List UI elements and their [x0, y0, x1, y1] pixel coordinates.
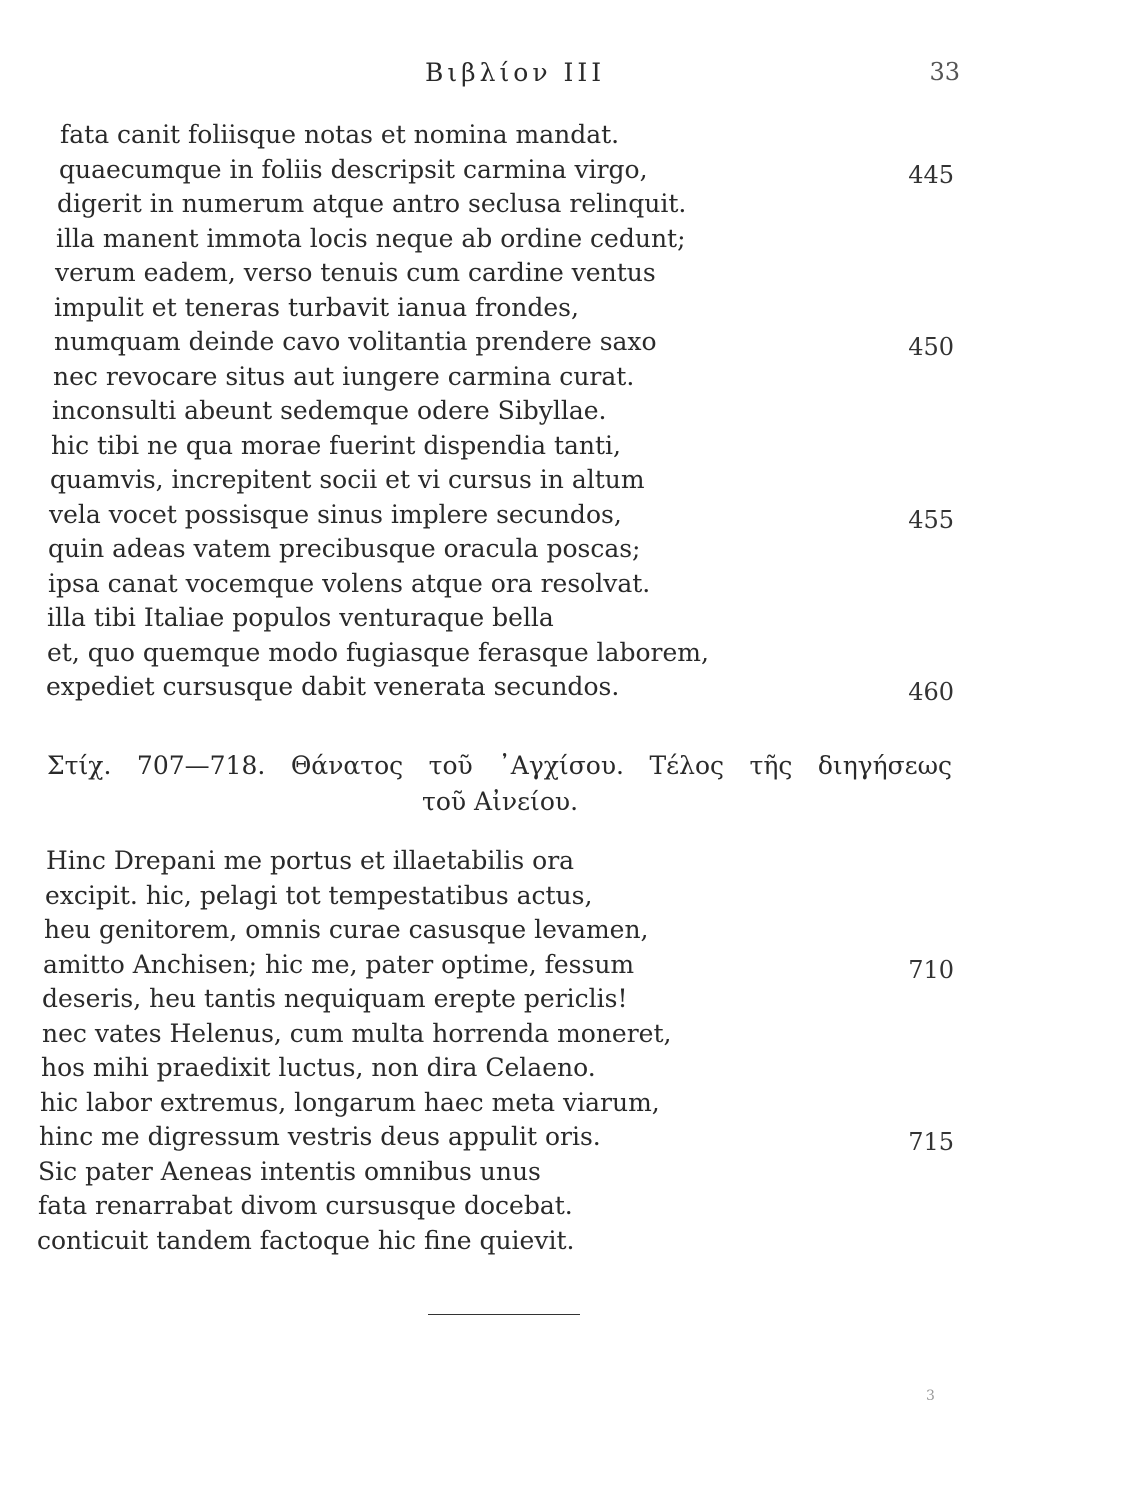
line-number: 710: [908, 955, 954, 984]
verse-line: [0, 1017, 1122, 1052]
verse-text: nec vates Helenus, cum multa horrenda moneret,: [42, 1018, 672, 1048]
section-heading-line-2: τοῦ Αἰνείου.: [421, 787, 579, 816]
verse-line: [0, 913, 1122, 948]
verse-line: [0, 1051, 1122, 1086]
verse-text: hinc me digressum vestris deus appulit oris.: [39, 1122, 601, 1151]
line-number: 455: [908, 505, 954, 534]
verse-line: [0, 394, 1122, 429]
verse-block-book-iii-443-460: [0, 118, 1122, 705]
verse-text: illa tibi Italiae populos venturaque bella: [47, 603, 554, 632]
line-number: 450: [908, 333, 954, 361]
verse-text: deseris, heu tantis nequiquam erepte periclis!: [42, 984, 628, 1013]
verse-text: inconsulti abeunt sedemque odere Sibyllae.: [52, 396, 607, 425]
verse-line: [0, 567, 1122, 602]
verse-line: [0, 1189, 1122, 1224]
verse-line: [0, 222, 1122, 257]
verse-line: [0, 153, 1122, 188]
verse-text: digerit in numerum atque antro seclusa relinquit.: [57, 189, 687, 218]
running-head: [0, 58, 1122, 92]
verse-line: [0, 1086, 1122, 1121]
verse-text: fata renarrabat divom cursusque docebat.: [38, 1191, 573, 1220]
verse-line: [0, 1120, 1122, 1155]
verse-text: impulit et teneras turbavit ianua frondes,: [54, 292, 579, 322]
section-heading-line-1: Στίχ. 707—718. Θάνατος τοῦ ᾿Αγχίσου. Τέλος τῆς διηγήσεως: [47, 751, 952, 780]
verse-text: et, quo quemque modo fugiasque ferasque laborem,: [47, 637, 709, 667]
verse-text: numquam deinde cavo volitantia prendere saxo: [54, 327, 657, 356]
verse-line: [0, 844, 1122, 879]
verse-text: ipsa canat vocemque volens atque ora resolvat.: [48, 568, 651, 598]
verse-text: nec revocare situs aut iungere carmina curat.: [53, 361, 635, 391]
verse-text: excipit. hic, pelagi tot tempestatibus actus,: [45, 880, 593, 910]
verse-text: amitto Anchisen; hic me, pater optime, fessum: [43, 949, 635, 979]
verse-block-book-iii-707-718: [0, 844, 1122, 1258]
verse-text: illa manent immota locis neque ab ordine cedunt;: [56, 223, 686, 253]
running-title: Βιβλίον III: [425, 58, 606, 87]
verse-line: [0, 532, 1122, 567]
line-number: 715: [908, 1128, 954, 1156]
verse-line: [0, 256, 1122, 291]
verse-line: [0, 982, 1122, 1017]
verse-text: vela vocet possisque sinus implere secundos,: [49, 499, 622, 529]
verse-line: [0, 879, 1122, 914]
verse-text: hic labor extremus, longarum haec meta viarum,: [40, 1087, 660, 1117]
verse-text: hos mihi praedixit luctus, non dira Celaeno.: [41, 1053, 596, 1082]
verse-line: [0, 291, 1122, 326]
verse-text: verum eadem, verso tenuis cum cardine ventus: [55, 258, 656, 287]
verse-line: [0, 325, 1122, 360]
verse-line: [0, 1155, 1122, 1190]
verse-line: [0, 1224, 1122, 1259]
verse-line: [0, 948, 1122, 983]
verse-line: [0, 118, 1122, 153]
verse-text: quin adeas vatem precibusque oracula poscas;: [48, 534, 641, 563]
verse-text: fata canit foliisque notas et nomina mandat.: [60, 120, 620, 149]
line-number: 445: [908, 160, 954, 189]
verse-text: Hinc Drepani me portus et illaetabilis ora: [46, 846, 575, 875]
closing-rule: [428, 1314, 580, 1315]
verse-text: expediet cursusque dabit venerata secundos.: [46, 672, 620, 701]
verse-text: hic tibi ne qua morae fuerint dispendia tanti,: [51, 430, 621, 460]
line-number: 460: [908, 678, 954, 706]
signature-mark: 3: [926, 1388, 935, 1404]
verse-text: quamvis, increpitent socii et vi cursus in altum: [50, 465, 645, 494]
verse-line: [0, 601, 1122, 636]
verse-text: heu genitorem, omnis curae casusque levamen,: [44, 915, 649, 944]
page-number: 33: [929, 58, 960, 86]
verse-line: [0, 670, 1122, 705]
verse-line: [0, 636, 1122, 671]
verse-line: [0, 187, 1122, 222]
verse-text: conticuit tandem factoque hic fine quievit.: [37, 1225, 575, 1255]
verse-line: [0, 463, 1122, 498]
section-heading: [0, 748, 1122, 828]
verse-line: [0, 498, 1122, 533]
verse-text: quaecumque in foliis descripsit carmina virgo,: [59, 154, 648, 184]
verse-text: Sic pater Aeneas intentis omnibus unus: [38, 1156, 541, 1186]
verse-line: [0, 429, 1122, 464]
verse-line: [0, 360, 1122, 395]
